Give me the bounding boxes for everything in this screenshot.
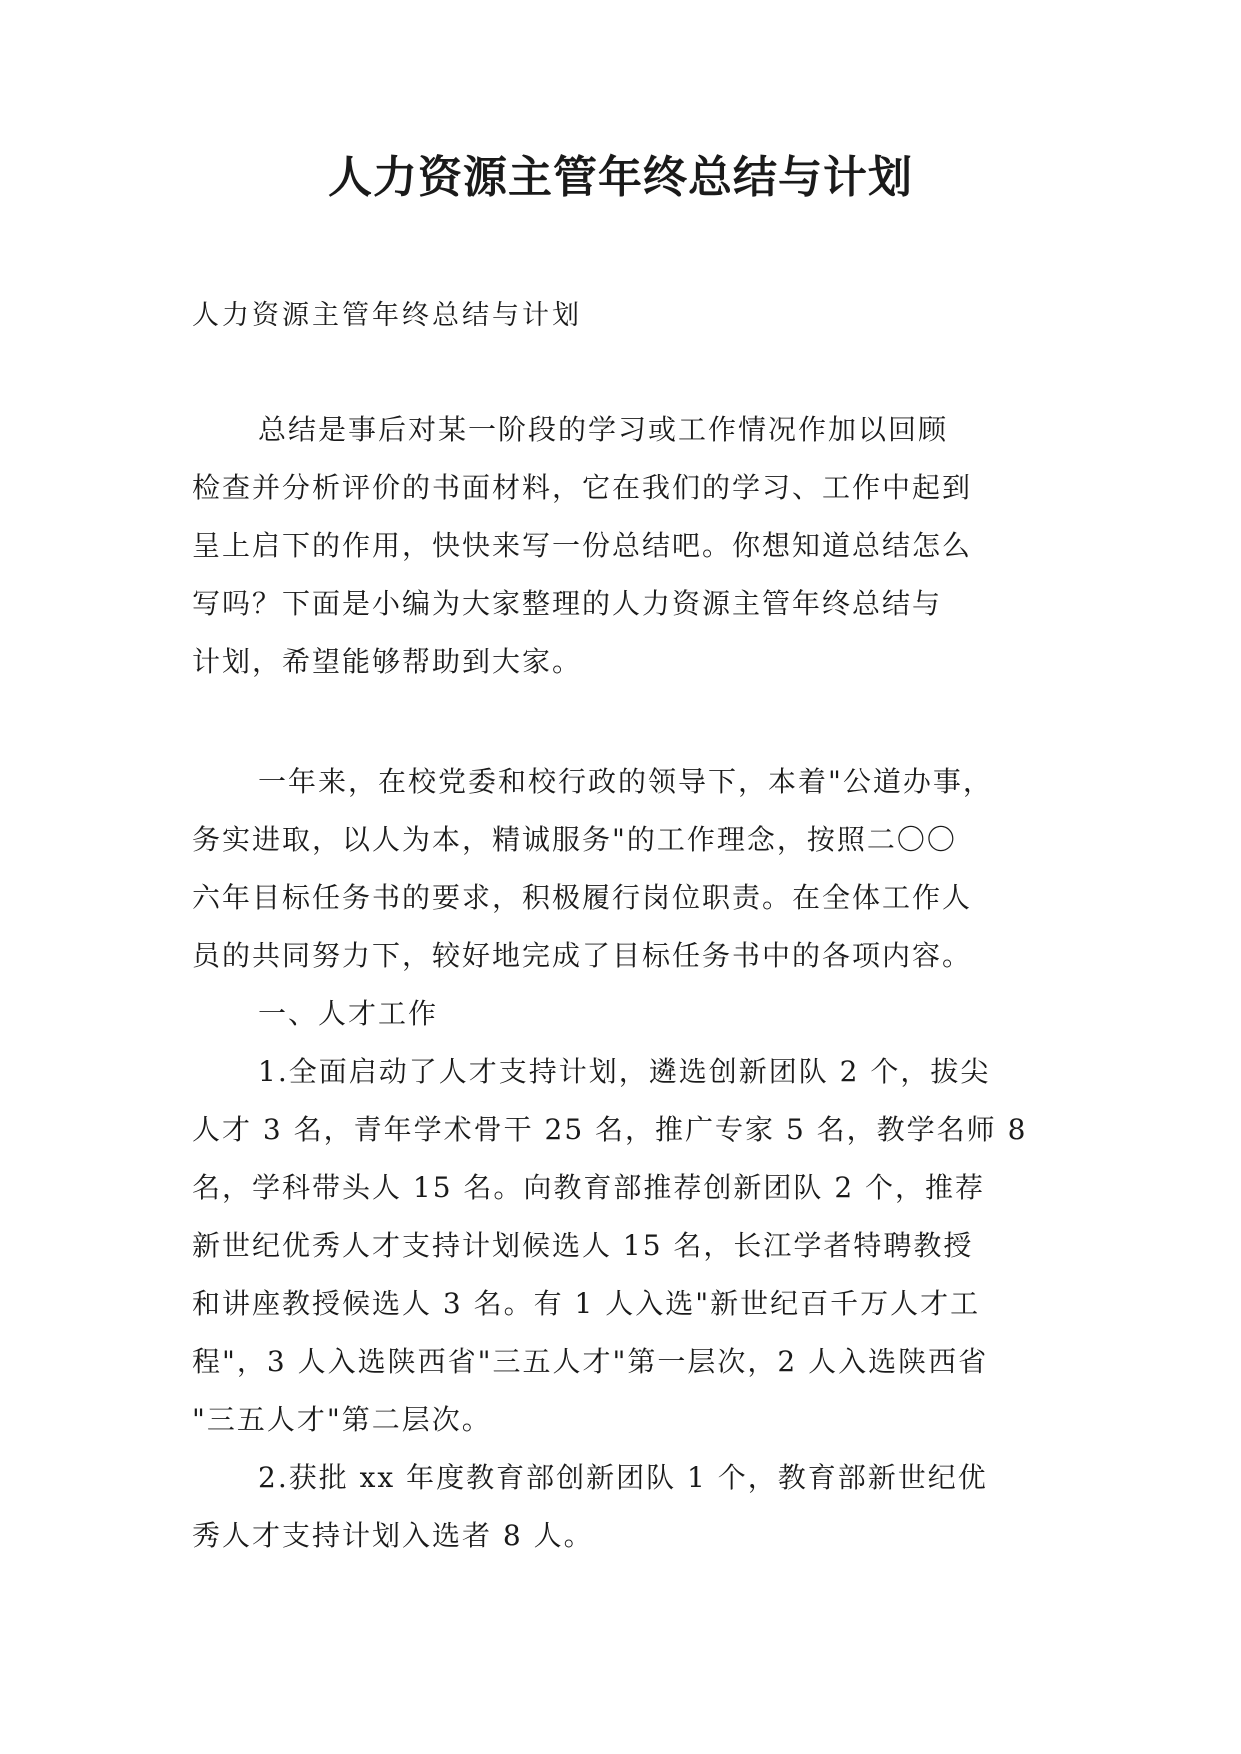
text-line: 计划，希望能够帮助到大家。 [192,645,583,678]
text-line: 名，学科带头人 15 名。向教育部推荐创新团队 2 个，推荐 [192,1171,986,1204]
text-line: 员的共同努力下，较好地完成了目标任务书中的各项内容。 [192,939,973,972]
text-line: 务实进取，以人为本，精诚服务"的工作理念，按照二〇〇 [192,823,957,856]
text-line: 和讲座教授候选人 3 名。有 1 人入选"新世纪百千万人才工 [192,1287,981,1320]
text-line: 一年来，在校党委和校行政的领导下，本着"公道办事， [258,765,993,798]
intro-paragraph [192,401,1052,691]
text-line: 写吗？下面是小编为大家整理的人力资源主管年终总结与 [192,587,943,620]
text-line: 人才 3 名，青年学术骨干 25 名，推广专家 5 名，教学名师 8 [192,1113,1028,1146]
text-line: 总结是事后对某一阶段的学习或工作情况作加以回顾 [258,413,949,446]
text-line: 2.获批 xx 年度教育部创新团队 1 个，教育部新世纪优 [258,1461,988,1494]
text-line: "三五人才"第二层次。 [192,1403,492,1436]
text-line: 1.全面启动了人才支持计划，遴选创新团队 2 个，拔尖 [258,1055,991,1088]
text-line: 程"，3 人入选陕西省"三五人才"第一层次，2 人入选陕西省 [192,1345,989,1378]
body-section [192,753,1052,1565]
text-line: 六年目标任务书的要求，积极履行岗位职责。在全体工作人 [192,881,973,914]
text-line: 秀人才支持计划入选者 8 人。 [192,1519,594,1552]
document-title: 人力资源主管年终总结与计划 [328,152,913,203]
text-line: 新世纪优秀人才支持计划候选人 15 名，长江学者特聘教授 [192,1229,974,1262]
document-subtitle: 人力资源主管年终总结与计划 [192,300,582,331]
text-line: 检查并分析评价的书面材料，它在我们的学习、工作中起到 [192,471,973,504]
text-line: 呈上启下的作用，快快来写一份总结吧。你想知道总结怎么 [192,529,973,562]
section-heading: 一、人才工作 [258,997,439,1030]
